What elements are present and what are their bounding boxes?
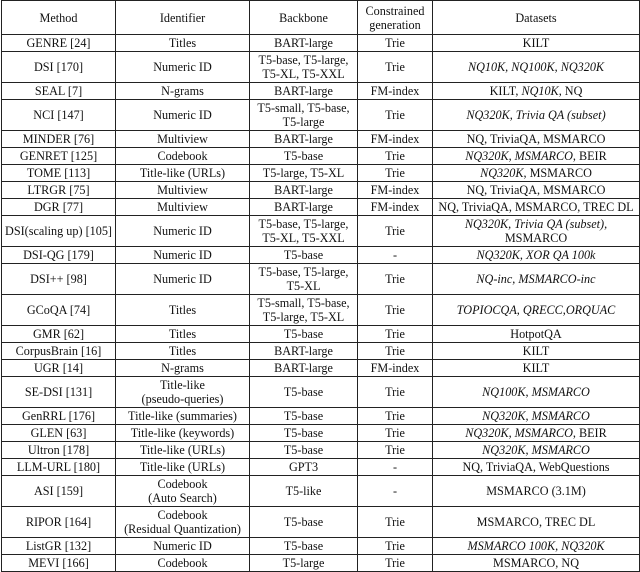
cell-identifier [116, 247, 250, 264]
cell-constrained-generation: Trie [358, 295, 433, 326]
cell-identifier [116, 343, 250, 360]
dataset-text: NQ320K, MSMARCO [482, 409, 590, 423]
cell-identifier [116, 35, 250, 52]
dataset-text: MSMARCO, TREC DL [476, 515, 596, 529]
cell-backbone [250, 555, 358, 572]
cell-datasets [433, 538, 640, 555]
cell-backbone [250, 216, 358, 247]
header-datasets: Datasets [433, 1, 640, 35]
cell-datasets [433, 326, 640, 343]
dataset-text: NQ320K, MSMARCO [482, 443, 590, 457]
header-backbone: Backbone [250, 1, 358, 35]
cell-line: Numeric ID [153, 60, 212, 74]
cell-line: T5-large, T5-XL [262, 310, 345, 324]
cell-line: Titles [168, 36, 197, 50]
table-row [2, 459, 640, 476]
dataset-text: NQ320K, Trivia QA (subset) [466, 108, 606, 122]
table-row [2, 35, 640, 52]
cell-datasets [433, 216, 640, 247]
header-identifier: Identifier [116, 1, 250, 35]
cell-line: Codebook [157, 556, 208, 570]
cell-datasets [433, 343, 640, 360]
cell-method: GMR [62] [2, 326, 116, 343]
cell-constrained-generation: Trie [358, 538, 433, 555]
cell-method: TOME [113] [2, 165, 116, 182]
dataset-text: KILT [522, 36, 550, 50]
cell-line: T5-base [283, 426, 324, 440]
cell-line: Multiview [157, 183, 208, 197]
cell-constrained-generation: Trie [358, 408, 433, 425]
cell-identifier [116, 264, 250, 295]
cell-datasets [433, 295, 640, 326]
dataset-text: , MSMARCO [523, 166, 592, 180]
cell-line: Titles [168, 303, 197, 317]
table-row [2, 555, 640, 572]
cell-line: Multiview [157, 132, 208, 146]
cell-constrained-generation: - [358, 247, 433, 264]
table-row [2, 182, 640, 199]
cell-constrained-generation: Trie [358, 555, 433, 572]
cell-constrained-generation: Trie [358, 35, 433, 52]
cell-identifier [116, 507, 250, 538]
cell-constrained-generation: Trie [358, 216, 433, 247]
cell-line: T5-large [282, 556, 325, 570]
cell-constrained-generation: FM-index [358, 182, 433, 199]
cell-constrained-generation: FM-index [358, 199, 433, 216]
cell-identifier [116, 199, 250, 216]
cell-line: (Auto Search) [148, 491, 217, 505]
cell-line: T5-base [283, 327, 324, 341]
cell-line: T5-base [283, 409, 324, 423]
cell-backbone [250, 148, 358, 165]
dataset-text: NQ, TriviaQA, MSMARCO [466, 132, 606, 146]
cell-line: T5-small, T5-base, [257, 296, 350, 310]
cell-datasets [433, 148, 640, 165]
dataset-text: MSMARCO 100K, NQ320K [467, 539, 605, 553]
cell-backbone [250, 377, 358, 408]
cell-line: Numeric ID [153, 224, 212, 238]
cell-line: T5-base [283, 443, 324, 457]
dataset-text: NQ320K [480, 166, 524, 180]
cell-identifier [116, 165, 250, 182]
dataset-text: MSMARCO (3.1M) [486, 484, 586, 498]
dataset-text: , BEIR [572, 426, 607, 440]
cell-datasets [433, 442, 640, 459]
cell-line: T5-XL, T5-XXL [262, 67, 345, 81]
cell-method: GENRE [24] [2, 35, 116, 52]
cell-backbone [250, 507, 358, 538]
cell-constrained-generation: Trie [358, 148, 433, 165]
dataset-text: NQ320K, MSMARCO [465, 426, 573, 440]
cell-backbone [250, 442, 358, 459]
cell-datasets [433, 199, 640, 216]
cell-constrained-generation: - [358, 459, 433, 476]
cell-datasets [433, 459, 640, 476]
cell-method: DSI(scaling up) [105] [2, 216, 116, 247]
table-row [2, 264, 640, 295]
dataset-text: KILT [522, 361, 550, 375]
dataset-text: NQ320K, MSMARCO [465, 149, 573, 163]
dataset-text: NQ10K [521, 84, 559, 98]
cell-line: T5-XL, T5-XXL [262, 231, 345, 245]
table-row [2, 408, 640, 425]
cell-line: Codebook [157, 477, 208, 491]
dataset-text: MSMARCO [504, 231, 568, 245]
cell-line: Title-like (URLs) [139, 166, 226, 180]
methods-table [1, 0, 640, 572]
cell-method: MEVI [166] [2, 555, 116, 572]
cell-constrained-generation: Trie [358, 100, 433, 131]
cell-line: BART-large [274, 361, 333, 375]
cell-datasets [433, 360, 640, 377]
cell-constrained-generation: Trie [358, 165, 433, 182]
cell-identifier [116, 52, 250, 83]
table-row [2, 538, 640, 555]
table-row [2, 377, 640, 408]
cell-line: BART-large [274, 200, 333, 214]
cell-line: (Residual Quantization) [124, 522, 241, 536]
cell-line: T5-base, T5-large, [258, 53, 349, 67]
cell-datasets [433, 555, 640, 572]
cell-constrained-generation: - [358, 476, 433, 507]
cell-datasets [433, 83, 640, 100]
dataset-text: NQ100K, MSMARCO [482, 385, 590, 399]
cell-identifier [116, 360, 250, 377]
cell-method: GCoQA [74] [2, 295, 116, 326]
cell-constrained-generation: Trie [358, 264, 433, 295]
cell-method: DGR [77] [2, 199, 116, 216]
cell-line: Multiview [157, 200, 208, 214]
cell-backbone [250, 131, 358, 148]
cell-identifier [116, 459, 250, 476]
cell-constrained-generation: Trie [358, 507, 433, 538]
table-row [2, 148, 640, 165]
cell-datasets [433, 131, 640, 148]
dataset-text: NQ, TriviaQA, MSMARCO, TREC DL [438, 200, 634, 214]
cell-backbone [250, 326, 358, 343]
dataset-text: NQ, TriviaQA, WebQuestions [462, 460, 610, 474]
cell-line: Numeric ID [153, 108, 212, 122]
cell-identifier [116, 148, 250, 165]
dataset-text: HotpotQA [510, 327, 562, 341]
table-row [2, 165, 640, 182]
table-row [2, 507, 640, 538]
cell-constrained-generation: Trie [358, 52, 433, 83]
dataset-text: NQ-inc, MSMARCO-inc [476, 272, 596, 286]
cell-identifier [116, 377, 250, 408]
cell-line: T5-base, T5-large, [258, 217, 349, 231]
cell-identifier [116, 100, 250, 131]
cell-method: CorpusBrain [16] [2, 343, 116, 360]
dataset-text: MSMARCO, NQ [492, 556, 579, 570]
table-row [2, 216, 640, 247]
cell-method: SEAL [7] [2, 83, 116, 100]
cell-constrained-generation: Trie [358, 343, 433, 360]
cell-constrained-generation: Trie [358, 326, 433, 343]
table-row [2, 295, 640, 326]
cell-method: SE-DSI [131] [2, 377, 116, 408]
table-row [2, 100, 640, 131]
cell-backbone [250, 83, 358, 100]
cell-line: T5-like [285, 484, 322, 498]
cell-line: BART-large [274, 132, 333, 146]
cell-line: BART-large [274, 183, 333, 197]
table-row [2, 360, 640, 377]
dataset-text: KILT, [489, 84, 522, 98]
cell-method: NCI [147] [2, 100, 116, 131]
cell-line: T5-XL [286, 279, 321, 293]
dataset-text: , BEIR [572, 149, 607, 163]
cell-backbone [250, 425, 358, 442]
cell-line: T5-small, T5-base, [257, 101, 350, 115]
dataset-text: NQ320K, Trivia QA (subset), [464, 217, 608, 231]
cell-backbone [250, 459, 358, 476]
cell-line: Titles [168, 327, 197, 341]
cell-datasets [433, 408, 640, 425]
table-row [2, 83, 640, 100]
cell-backbone [250, 165, 358, 182]
cell-identifier [116, 83, 250, 100]
table-row [2, 343, 640, 360]
cell-identifier [116, 538, 250, 555]
cell-constrained-generation: Trie [358, 425, 433, 442]
cell-identifier [116, 476, 250, 507]
cell-line: Title-like [160, 378, 205, 392]
header-constrained-generation: Constrained generation [358, 1, 433, 35]
cell-method: ListGR [132] [2, 538, 116, 555]
cell-line: T5-base [283, 248, 324, 262]
cell-datasets [433, 377, 640, 408]
cell-datasets [433, 165, 640, 182]
cell-line: BART-large [274, 36, 333, 50]
cell-method: LLM-URL [180] [2, 459, 116, 476]
cell-datasets [433, 247, 640, 264]
cell-identifier [116, 326, 250, 343]
cell-method: DSI-QG [179] [2, 247, 116, 264]
cell-backbone [250, 343, 358, 360]
table-row [2, 476, 640, 507]
cell-line: T5-large [282, 115, 325, 129]
cell-backbone [250, 538, 358, 555]
dataset-text: NQ10K, NQ100K, NQ320K [467, 60, 605, 74]
cell-datasets [433, 100, 640, 131]
cell-datasets [433, 52, 640, 83]
cell-line: Title-like (summaries) [128, 409, 237, 423]
cell-identifier [116, 131, 250, 148]
dataset-text: TOPIOCQA, QRECC,ORQUAC [456, 303, 616, 317]
cell-backbone [250, 35, 358, 52]
cell-line: T5-base [283, 539, 324, 553]
cell-method: DSI [170] [2, 52, 116, 83]
dataset-text: NQ320K, XOR QA 100k [476, 248, 596, 262]
cell-method: GLEN [63] [2, 425, 116, 442]
cell-method: GenRRL [176] [2, 408, 116, 425]
header-row [2, 1, 640, 35]
table-row [2, 442, 640, 459]
cell-line: Codebook [157, 149, 208, 163]
cell-backbone [250, 182, 358, 199]
header-method: Method [2, 1, 116, 35]
cell-constrained-generation: FM-index [358, 360, 433, 377]
cell-backbone [250, 408, 358, 425]
cell-method: GENRET [125] [2, 148, 116, 165]
cell-datasets [433, 507, 640, 538]
cell-line: N-grams [161, 84, 204, 98]
cell-backbone [250, 295, 358, 326]
cell-identifier [116, 442, 250, 459]
cell-identifier [116, 425, 250, 442]
cell-identifier [116, 295, 250, 326]
cell-line: T5-base, T5-large, [258, 265, 349, 279]
table-row [2, 247, 640, 264]
cell-backbone [250, 247, 358, 264]
cell-datasets [433, 425, 640, 442]
cell-line: Titles [168, 344, 197, 358]
cell-constrained-generation: FM-index [358, 131, 433, 148]
cell-constrained-generation: FM-index [358, 83, 433, 100]
cell-line: T5-base [283, 149, 324, 163]
cell-constrained-generation: Trie [358, 442, 433, 459]
cell-identifier [116, 555, 250, 572]
cell-method: Ultron [178] [2, 442, 116, 459]
cell-line: Numeric ID [153, 248, 212, 262]
cell-backbone [250, 476, 358, 507]
cell-backbone [250, 360, 358, 377]
cell-line: GPT3 [288, 460, 319, 474]
cell-method: UGR [14] [2, 360, 116, 377]
cell-datasets [433, 476, 640, 507]
cell-line: N-grams [161, 361, 204, 375]
cell-line: Title-like (URLs) [139, 443, 226, 457]
cell-datasets [433, 264, 640, 295]
cell-datasets [433, 182, 640, 199]
cell-line: Codebook [157, 508, 208, 522]
cell-line: Title-like (URLs) [139, 460, 226, 474]
cell-line: Numeric ID [153, 272, 212, 286]
table-row [2, 199, 640, 216]
cell-line: Title-like (keywords) [130, 426, 235, 440]
dataset-text: NQ, TriviaQA, MSMARCO [466, 183, 606, 197]
cell-line: T5-base [283, 515, 324, 529]
cell-identifier [116, 216, 250, 247]
table-row [2, 52, 640, 83]
cell-backbone [250, 199, 358, 216]
table-body [2, 35, 640, 572]
dataset-text: KILT [522, 344, 550, 358]
cell-line: T5-large, T5-XL [262, 166, 345, 180]
cell-method: ASI [159] [2, 476, 116, 507]
cell-method: LTRGR [75] [2, 182, 116, 199]
cell-backbone [250, 100, 358, 131]
table-row [2, 425, 640, 442]
cell-line: BART-large [274, 344, 333, 358]
table-row [2, 326, 640, 343]
cell-identifier [116, 408, 250, 425]
table-row [2, 131, 640, 148]
cell-line: (pseudo-queries) [141, 392, 224, 406]
cell-method: RIPOR [164] [2, 507, 116, 538]
cell-identifier [116, 182, 250, 199]
cell-line: Numeric ID [153, 539, 212, 553]
cell-method: DSI++ [98] [2, 264, 116, 295]
cell-backbone [250, 264, 358, 295]
cell-constrained-generation: Trie [358, 377, 433, 408]
cell-line: BART-large [274, 84, 333, 98]
dataset-text: , NQ [558, 84, 583, 98]
cell-method: MINDER [76] [2, 131, 116, 148]
cell-line: T5-base [283, 385, 324, 399]
cell-datasets [433, 35, 640, 52]
cell-backbone [250, 52, 358, 83]
